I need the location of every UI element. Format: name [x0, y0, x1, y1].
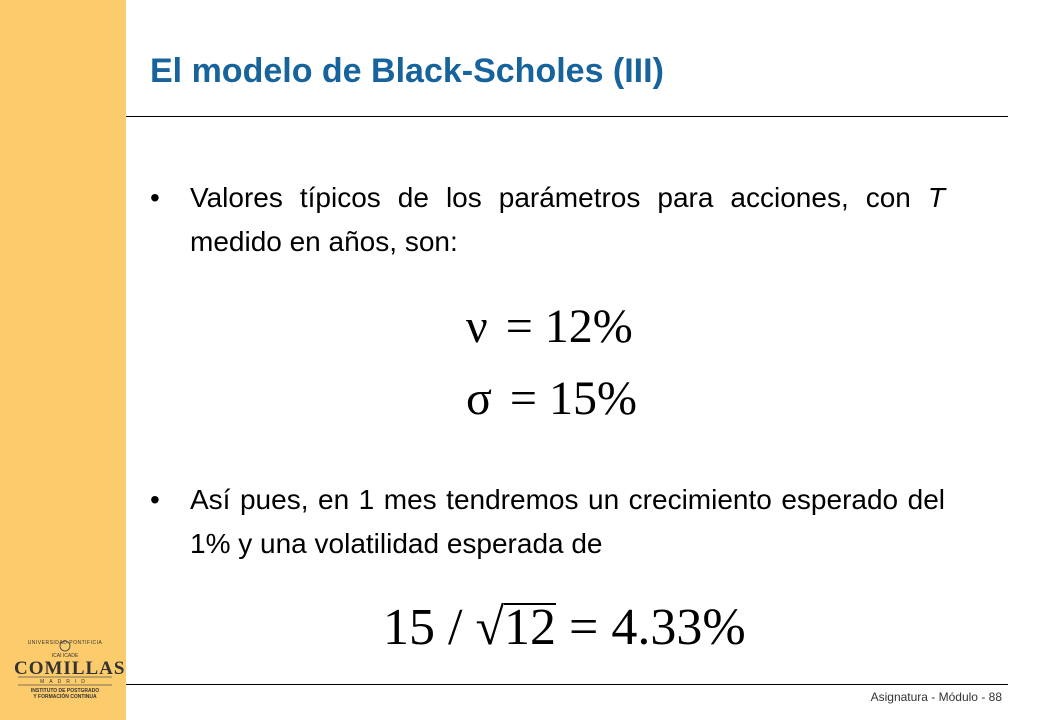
bullet-dot: •	[150, 182, 160, 213]
logo-line-5: INSTITUTO DE POSTGRADO	[30, 688, 100, 694]
nu-value: = 12%	[505, 300, 633, 353]
logo-line-1: UNIVERSIDAD PONTIFICIA	[27, 640, 103, 646]
sigma-symbol: σ	[466, 372, 492, 425]
slide-title: El modelo de Black-Scholes (III)	[150, 52, 664, 90]
volatility-numerator: 15 /	[383, 599, 463, 656]
nu-symbol: ν	[466, 300, 488, 353]
sigma-value: = 15%	[509, 372, 637, 425]
radicand: 12	[504, 599, 556, 656]
logo-line-4: MADRID	[40, 679, 90, 685]
logo-line-2: ICAI ICADE	[51, 653, 79, 659]
slide-footer: Asignatura - Módulo - 88	[870, 690, 1002, 704]
volatility-result: = 4.33%	[569, 599, 746, 656]
footer-divider	[126, 684, 1008, 685]
bullet-text-1: Valores típicos de los parámetros para acciones, con T medido en años, son:	[190, 182, 945, 257]
bullet-item-2	[150, 478, 945, 566]
equation-volatility	[383, 599, 746, 656]
logo-line-6: Y FORMACIÓN CONTINUA	[33, 694, 97, 700]
bullet-item-1	[150, 176, 945, 264]
equation-nu	[466, 302, 633, 352]
logo-line-3: COMILLAS	[14, 658, 126, 679]
bullet-text-2: Así pues, en 1 mes tendremos un crecimiento esperado del 1% y una volatilidad esperada de	[190, 484, 945, 559]
equation-sigma	[466, 374, 637, 424]
square-root	[475, 599, 556, 656]
bullet-dot: •	[150, 484, 160, 515]
title-divider	[126, 116, 1008, 117]
university-logo	[14, 636, 126, 702]
radical-sign: √	[475, 599, 504, 656]
sidebar-band	[0, 0, 126, 720]
